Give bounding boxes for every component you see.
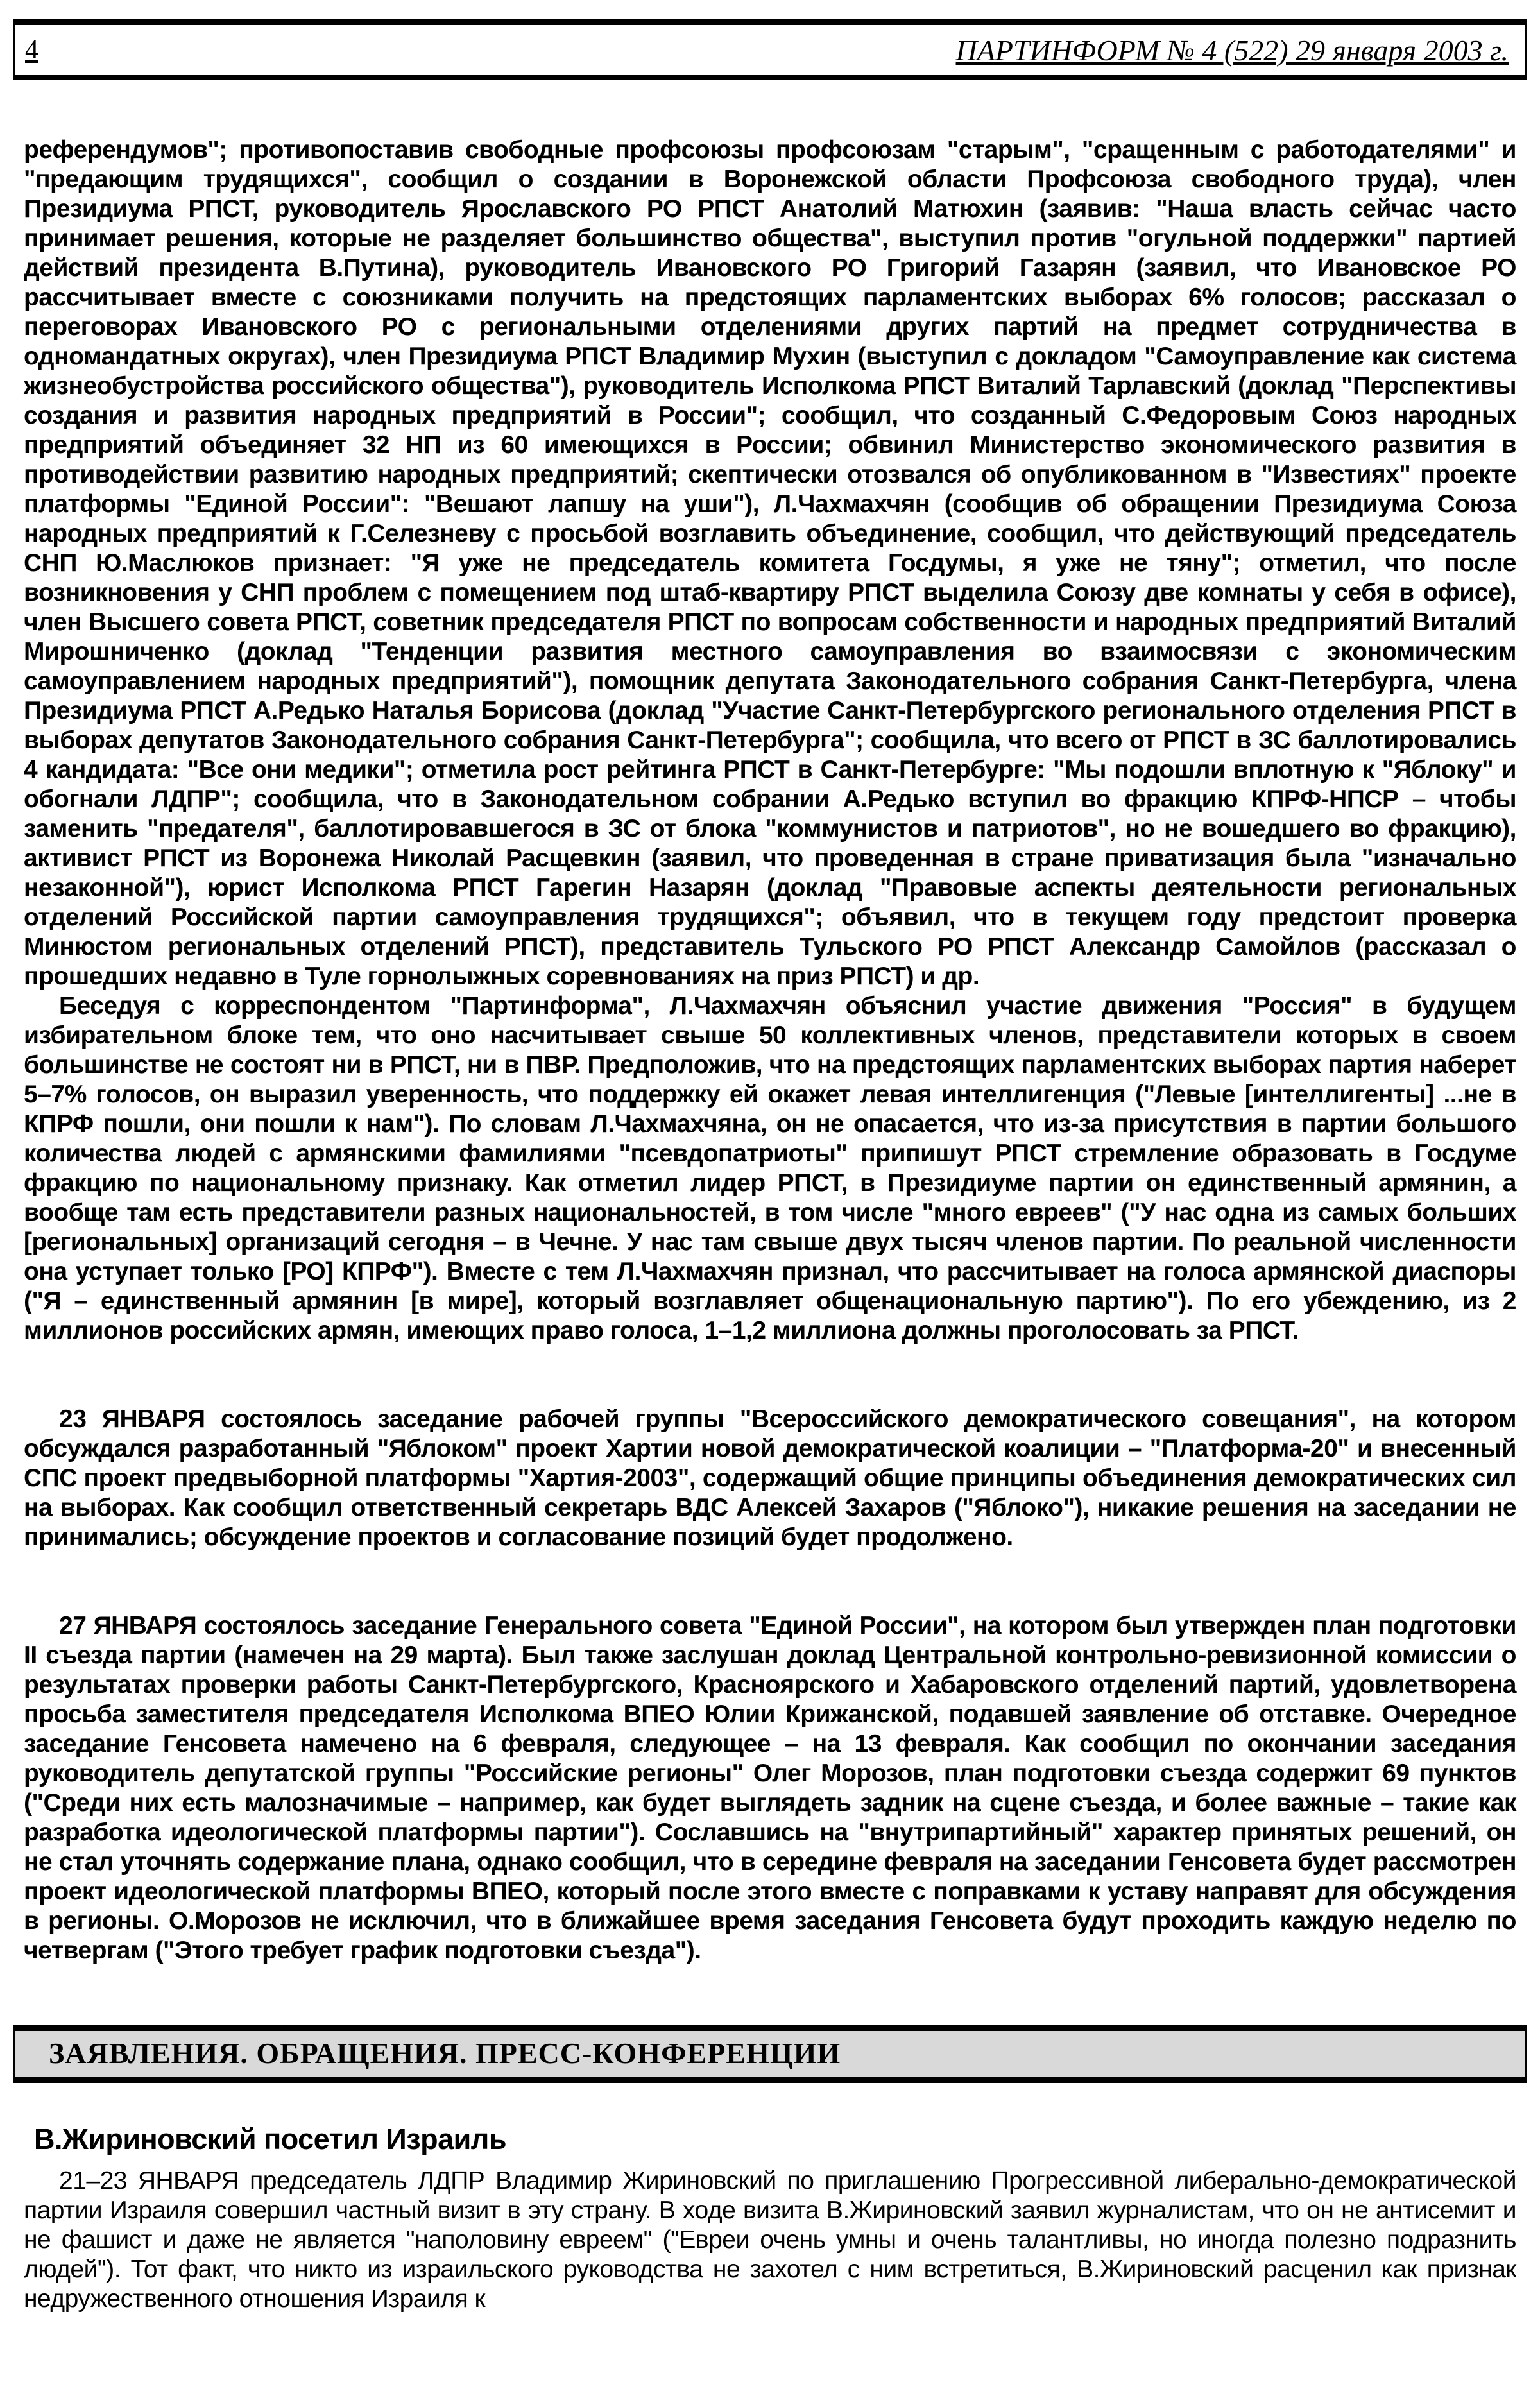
page-number: 4	[25, 35, 38, 65]
news-paragraph: референдумов"; противопоставив свободные профсоюзы профсоюзам "старым", "сращенным с работодателями" и "предающим трудящихся", сообщил о создании в Воронежской области Профсоюза свободного труда), член Президиума РПСТ, руководитель Ярославского РО РПСТ Анатолий Матюхин (заявив: "Наша власть сейчас часто принимает решения, которые не разделяет большинство общества", выступил против "огульной поддержки" партией действий президента В.Путина), руководитель Ивановского РО Григорий Газарян (заявил, что Ивановское РО рассчитывает вместе с союзниками получить на предстоящих парламентских выборах 6% голосов; рассказал о переговорах Ивановского РО с региональными отделениями других партий на предмет сотрудничества в одномандатных округах), член Президиума РПСТ Владимир Мухин (выступил с докладом "Самоуправление как система жизнеобустройства российского общества"), руководитель Исполкома РПСТ Виталий Тарлавский (доклад "Перспективы создания и развития народных предприятий в России"; сообщил, что созданный С.Федоровым Союз народных предприятий объединяет 32 НП из 60 имеющихся в России; обвинил Министерство экономического развития в противодействии развитию народных предприятий; скептически отозвался об опубликованном в "Известиях" проекте платформы "Единой России": "Вешают лапшу на уши"), Л.Чахмахчян (сообщив об обращении Президиума Союза народных предприятий к Г.Селезневу с просьбой возглавить объединение, сообщил, что действующий председатель СНП Ю.Маслюков признает: "Я уже не председатель комитета Госдумы, я уже не тяну"; отметил, что после возникновения у СНП проблем с помещением под штаб-квартиру РПСТ выделила Союзу две комнаты у себя в офисе), член Высшего совета РПСТ, советник председателя РПСТ по вопросам собственности и народных предприятий Виталий Мирошниченко (доклад "Тенденции развития местного самоуправления во взаимосвязи с экономическим самоуправлением народных предприятий"), помощник депутата Законодательного собрания Санкт-Петербурга, члена Президиума РПСТ А.Редько Наталья Борисова (доклад "Участие Санкт-Петербургского регионального отделения РПСТ в выборах депутатов Законодательного собрания Санкт-Петербурга"; сообщила, что всего от РПСТ в ЗС баллотировались 4 кандидата: "Все они медики"; отметила рост рейтинга РПСТ в Санкт-Петербурге: "Мы подошли вплотную к "Яблоку" и обогнали ЛДПР"; сообщила, что в Законодательном собрании А.Редько вступил во фракцию КПРФ-НПСР – чтобы заменить "предателя", баллотировавшегося в ЗС от блока "коммунистов и патриотов", но не вошедшего во фракцию), активист РПСТ из Воронежа Николай Расщевкин (заявил, что проведенная в стране приватизация была "изначально незаконной"), юрист Исполкома РПСТ Гарегин Назарян (доклад "Правовые аспекты деятельности региональных отделений Российской партии самоуправления трудящихся"; объявил, что в текущем году предстоит проверка Минюстом региональных отделений РПСТ), представитель Тульского РО РПСТ Александр Самойлов (рассказал о прошедших недавно в Туле горнолыжных соревнованиях на приз РПСТ) и др.	[24, 136, 1516, 990]
article-paragraph: 21–23 ЯНВАРЯ председатель ЛДПР Владимир Жириновский по приглашению Прогрессивной либерально-демократической партии Израиля совершил частный визит в эту страну. В ходе визита В.Жириновский заявил журналистам, что он не антисемит и не фашист и даже не является "наполовину евреем" ("Евреи очень умны и очень талантливы, но иногда полезно подразнить людей"). Тот факт, что никто из израильского руководства не захотел с ним встретиться, В.Жириновский расценил как признак недружественного отношения Израиля к	[24, 2167, 1516, 2313]
news-paragraph: Беседуя с корреспондентом "Партинформа", Л.Чахмахчян объяснил участие движения "Россия" в будущем избирательном блоке тем, что оно насчитывает свыше 50 коллективных членов, представители которых в своем большинстве не состоят ни в РПСТ, ни в ПВР. Предположив, что на предстоящих парламентских выборах партия наберет 5–7% голосов, он выразил уверенность, что поддержку ей окажет левая интеллигенция ("Левые [интеллигенты] ...не в КПРФ пошли, они пошли к нам"). По словам Л.Чахмахчяна, он не опасается, что из-за присутствия в партии большого количества людей с армянскими фамилиями "псевдопатриоты" припишут РПСТ стремление образовать в Госдуме фракцию по национальному признаку. Как отметил лидер РПСТ, в Президиуме партии он единственный армянин, а вообще там есть представители разных национальностей, в том числе "много евреев" ("У нас одна из самых больших [региональных] организаций сегодня – в Чечне. У нас там свыше двух тысяч членов партии. По реальной численности она уступает только [РО] КПРФ"). Вместе с тем Л.Чахмахчян признал, что рассчитывает на голоса армянской диаспоры ("Я – единственный армянин [в мире], который возглавляет общенациональную партию"). По его убеждению, из 2 миллионов российских армян, имеющих право голоса, 1–1,2 миллиона должны проголосовать за РПСТ.	[24, 992, 1516, 1344]
page-header	[13, 19, 1527, 80]
page-body	[0, 135, 1540, 1966]
news-paragraph: 27 ЯНВАРЯ состоялось заседание Генерального совета "Единой России", на котором был утвержден план подготовки II съезда партии (намечен на 29 марта). Был также заслушан доклад Центральной контрольно-ревизионной комиссии о результатах проверки работы Санкт-Петербургского, Красноярского и Хабаровского отделений партий, удовлетворена просьба заместителя председателя Исполкома ВПЕО Юлии Крижанской, подавшей заявление об отставке. Очередное заседание Генсовета намечено на 6 февраля, следующее – на 13 февраля. Как сообщил по окончании заседания руководитель депутатской группы "Российские регионы" Олег Морозов, план подготовки съезда содержит 69 пунктов ("Среди них есть малозначимые – например, как будет выглядеть задник на сцене съезда, и более важные – такие как разработка идеологической платформы партии"). Сославшись на "внутрипартийный" характер принятых решений, он не стал уточнять содержание плана, однако сообщил, что в середине февраля на заседании Генсовета будет рассмотрен проект идеологической платформы ВПЕО, который после этого вместе с поправками к уставу направят для обсуждения в регионы. О.Морозов не исключил, что в ближайшее время заседания Генсовета будут проходить каждую неделю по четвергам ("Этого требует график подготовки съезда").	[24, 1612, 1516, 1964]
news-paragraph: 23 ЯНВАРЯ состоялось заседание рабочей группы "Всероссийского демократического совещания", на котором обсуждался разработанный "Яблоком" проект Хартии новой демократической коалиции – "Платформа-20" и внесенный СПС проект предвыборной платформы "Хартия-2003", содержащий общие принципы объединения демократических сил на выборах. Как сообщил ответственный секретарь ВДС Алексей Захаров ("Яблоко"), никакие решения на заседании не принимались; обсуждение проектов и согласование позиций будет продолжено.	[24, 1405, 1516, 1551]
section-banner: ЗАЯВЛЕНИЯ. ОБРАЩЕНИЯ. ПРЕСС-КОНФЕРЕНЦИИ	[13, 2025, 1527, 2083]
article-title: В.Жириновский посетил Израиль	[34, 2123, 507, 2155]
header-title: ПАРТИНФОРМ № 4 (522) 29 января 2003 г.	[955, 33, 1509, 67]
article-body	[0, 2166, 1540, 2314]
